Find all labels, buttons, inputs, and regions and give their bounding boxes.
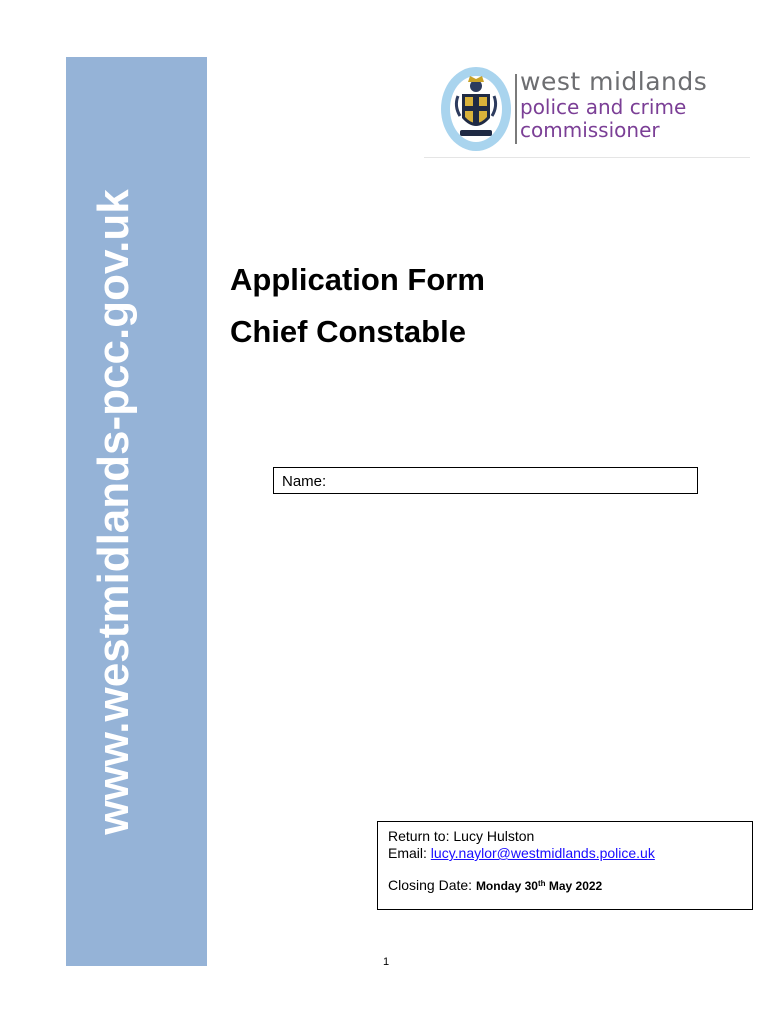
logo-divider [515,74,517,144]
logo-line-commissioner: commissioner [520,118,660,142]
name-field[interactable] [273,467,698,494]
closing-date-ordinal: th [537,879,546,888]
header-rule [424,157,750,158]
return-to-name: Lucy Hulston [453,828,535,844]
logo-wordmark [520,68,707,142]
logo-line-police-and-crime: police and crime [520,95,687,119]
return-info-box [377,821,753,910]
logo-line-west-midlands: west midlands [520,67,708,96]
pcc-logo [438,62,758,158]
document-subtitle: Chief Constable [230,314,466,349]
email-label: Email: [388,845,427,861]
closing-date-label: Closing Date: [388,877,473,893]
document-title: Application Form [230,262,485,297]
name-field-label: Name: [282,473,327,490]
sidebar-website-url: www.westmidlands-pcc.gov.uk [89,189,138,835]
closing-date-line [388,877,742,895]
return-to-label: Return to: [388,828,450,844]
email-link[interactable]: lucy.naylor@westmidlands.police.uk [430,845,655,861]
return-to-line [388,828,742,845]
page-number: 1 [383,956,390,968]
crest-emblem-icon [440,66,512,152]
email-line [388,845,742,862]
closing-date-value: Monday 30th May 2022 [475,879,603,893]
